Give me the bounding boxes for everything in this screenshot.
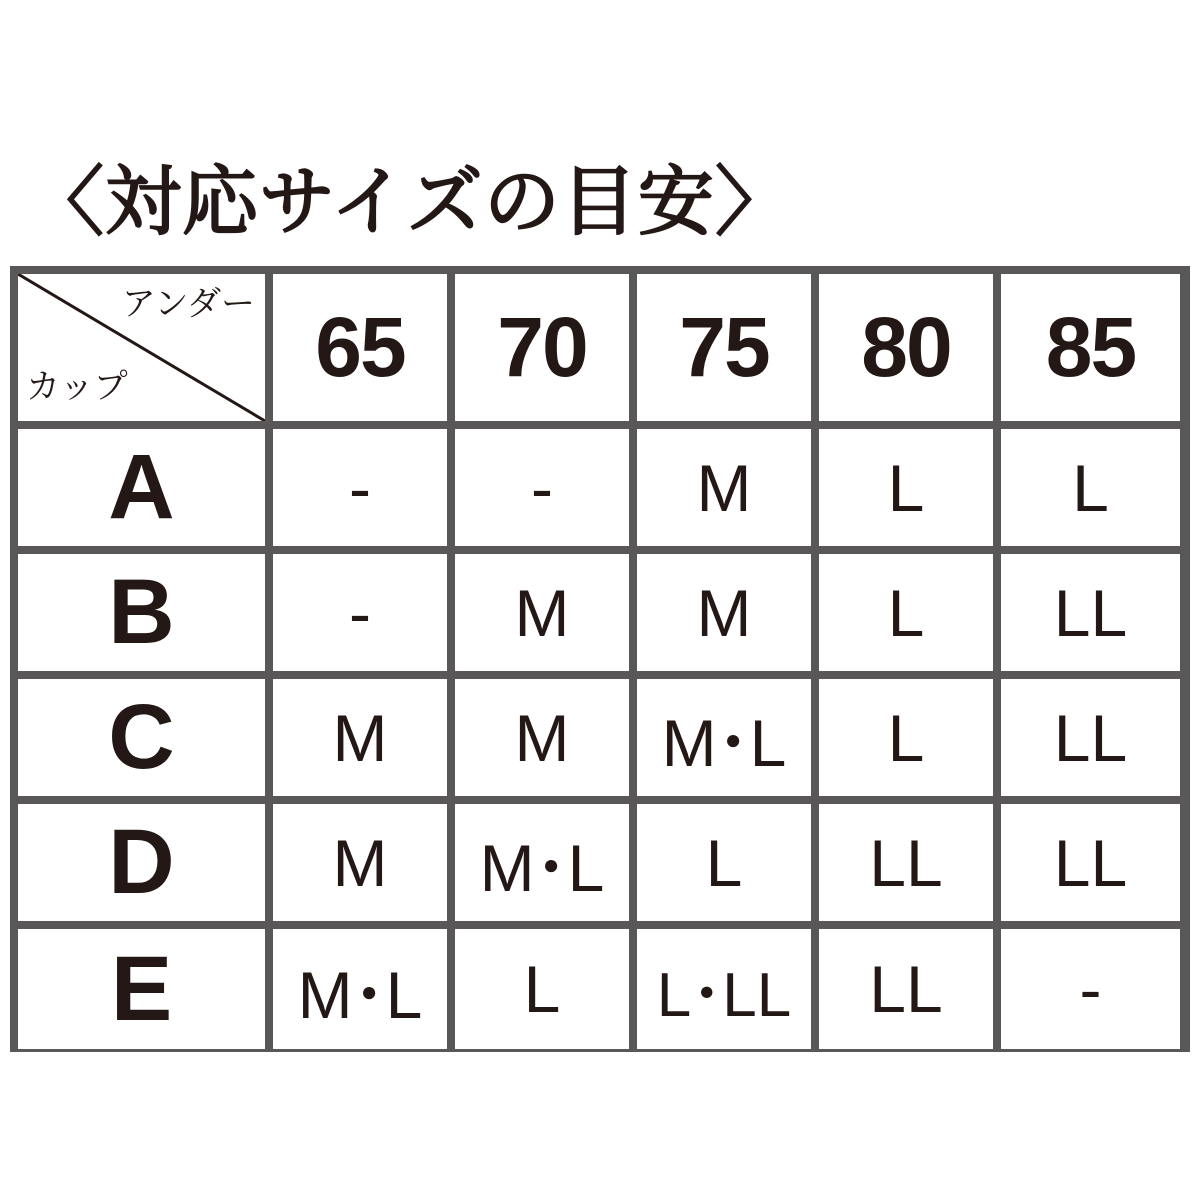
size-value: L — [455, 929, 629, 1049]
size-value: M — [455, 554, 629, 671]
cup-header: E — [18, 929, 265, 1049]
size-value: L — [637, 804, 811, 921]
under-size-header: 65 — [273, 274, 447, 421]
size-value: - — [273, 429, 447, 546]
cup-header: D — [18, 804, 265, 921]
size-value: L — [1001, 429, 1180, 546]
size-value: M — [455, 679, 629, 796]
cup-header: C — [18, 679, 265, 796]
corner-cell — [18, 274, 265, 421]
under-size-header: 85 — [1001, 274, 1180, 421]
under-size-header: 70 — [455, 274, 629, 421]
size-value: M — [273, 804, 447, 921]
size-value: L — [819, 429, 993, 546]
size-value: M — [273, 679, 447, 796]
size-value: LL — [819, 929, 993, 1049]
size-value: LL — [1001, 554, 1180, 671]
size-value: LL — [1001, 804, 1180, 921]
size-value: L — [819, 679, 993, 796]
cup-header: A — [18, 429, 265, 546]
size-value: M･L — [273, 929, 447, 1049]
size-value: - — [1001, 929, 1180, 1049]
page-title: 〈対応サイズの目安〉 — [28, 157, 792, 246]
size-value: LL — [819, 804, 993, 921]
under-size-header: 80 — [819, 274, 993, 421]
size-table — [10, 266, 1190, 1052]
size-value: - — [273, 554, 447, 671]
size-value: M — [637, 554, 811, 671]
size-value: M — [637, 429, 811, 546]
under-band-label: アンダー — [121, 284, 255, 324]
size-value: M･L — [637, 679, 811, 796]
size-value: L･LL — [637, 929, 811, 1049]
size-value: L — [819, 554, 993, 671]
cup-header: B — [18, 554, 265, 671]
size-value: - — [455, 429, 629, 546]
under-size-header: 75 — [637, 274, 811, 421]
size-value: M･L — [455, 804, 629, 921]
size-value: LL — [1001, 679, 1180, 796]
cup-label: カップ — [26, 367, 128, 407]
